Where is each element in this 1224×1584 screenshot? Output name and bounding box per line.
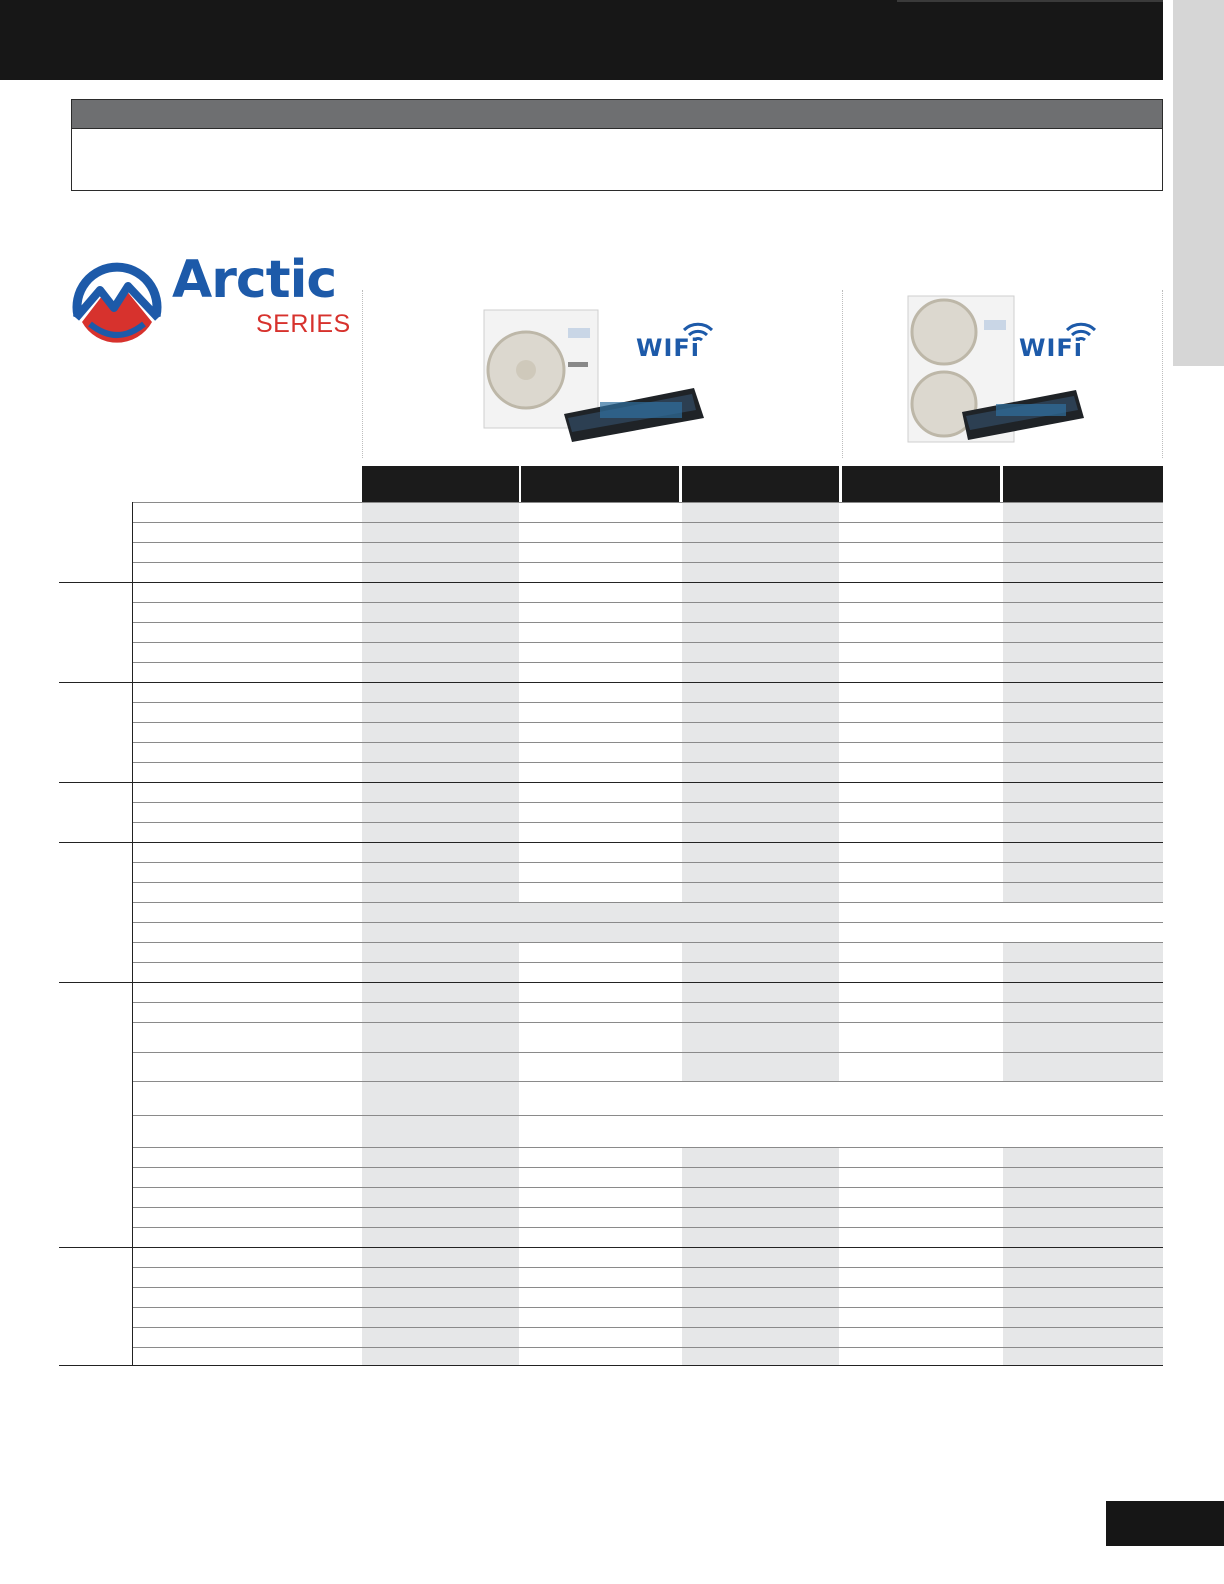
table-group-divider [59, 782, 1163, 783]
table-row-divider [133, 502, 1163, 503]
table-cell-shade [362, 702, 519, 722]
table-cell-shade [682, 722, 839, 742]
table-row-divider [133, 642, 1163, 643]
table-row-divider [133, 802, 1163, 803]
table-cell-shade [362, 582, 519, 602]
table-cell-shade [1003, 982, 1163, 1002]
table-cell-shade [682, 1247, 839, 1267]
table-row-divider [133, 942, 1163, 943]
table-cell-shade [682, 1207, 839, 1227]
table-cell-shade [362, 922, 839, 942]
table-cell-shade [682, 742, 839, 762]
table-cell-shade [1003, 1022, 1163, 1052]
table-cell-shade [362, 1052, 519, 1081]
table-cell-shade [362, 942, 519, 962]
table-row-divider [133, 542, 1163, 543]
table-cell-shade [1003, 522, 1163, 542]
table-cell-shade [682, 842, 839, 862]
table-row-divider [133, 1002, 1163, 1003]
product-image-dual-fan [904, 294, 1094, 446]
table-group-divider [59, 1247, 1163, 1248]
table-cell-shade [362, 1307, 519, 1327]
table-cell-shade [1003, 802, 1163, 822]
column-divider [842, 290, 843, 458]
table-cell-shade [682, 1307, 839, 1327]
table-cell-shade [682, 582, 839, 602]
table-cell-shade [682, 762, 839, 782]
table-cell-shade [1003, 1247, 1163, 1267]
table-cell-shade [1003, 1187, 1163, 1207]
table-cell-shade [682, 682, 839, 702]
table-cell-shade [1003, 1327, 1163, 1347]
column-divider [362, 290, 363, 458]
table-cell-shade [362, 622, 519, 642]
table-cell-shade [682, 662, 839, 682]
table-cell-shade [362, 1147, 519, 1167]
table-cell-shade [362, 1227, 519, 1247]
table-cell-shade [682, 502, 839, 522]
mountain-logo-icon [72, 256, 162, 346]
table-row-divider [133, 722, 1163, 723]
logo-wordmark: Arctic [172, 250, 337, 310]
table-row-divider [133, 1022, 1163, 1023]
table-cell-shade [362, 522, 519, 542]
wifi-badge [636, 320, 716, 360]
table-cell-shade [682, 702, 839, 722]
info-box-header [72, 100, 1162, 129]
table-cell-shade [362, 862, 519, 882]
page-number-tab [1106, 1501, 1224, 1546]
table-cell-shade [362, 1187, 519, 1207]
table-cell-shade [1003, 822, 1163, 842]
header-accent-line [897, 0, 1163, 2]
table-row-divider [133, 562, 1163, 563]
table-row-divider [133, 862, 1163, 863]
table-cell-shade [1003, 1207, 1163, 1227]
table-row-divider [133, 522, 1163, 523]
table-cell-shade [1003, 562, 1163, 582]
table-cell-shade [362, 762, 519, 782]
table-row-divider [133, 1052, 1163, 1053]
table-cell-shade [362, 1347, 519, 1365]
side-section-tab [1173, 0, 1224, 366]
table-cell-shade [362, 882, 519, 902]
table-cell-shade [362, 642, 519, 662]
table-cell-shade [1003, 962, 1163, 982]
table-row-divider [133, 1267, 1163, 1268]
table-cell-shade [682, 1147, 839, 1167]
table-cell-shade [362, 822, 519, 842]
table-cell-shade [1003, 782, 1163, 802]
table-cell-shade [1003, 1167, 1163, 1187]
table-cell-shade [362, 1287, 519, 1307]
table-cell-shade [1003, 842, 1163, 862]
table-row-divider [133, 1115, 1163, 1116]
table-group-divider [59, 842, 1163, 843]
table-cell-shade [682, 982, 839, 1002]
table-cell-shade [682, 1022, 839, 1052]
table-cell-shade [1003, 1287, 1163, 1307]
table-header-cell [842, 466, 1000, 502]
table-cell-shade [1003, 602, 1163, 622]
table-cell-shade [682, 1187, 839, 1207]
table-cell-shade [1003, 742, 1163, 762]
table-cell-shade [1003, 502, 1163, 522]
table-cell-shade [362, 1081, 519, 1115]
table-cell-shade [362, 962, 519, 982]
table-cell-shade [362, 502, 519, 522]
table-header-cell [1003, 466, 1163, 502]
wifi-label: WIFi [1019, 334, 1084, 362]
table-cell-shade [1003, 1347, 1163, 1365]
table-cell-shade [1003, 1052, 1163, 1081]
table-cell-shade [362, 742, 519, 762]
table-cell-shade [362, 542, 519, 562]
table-cell-shade [682, 882, 839, 902]
table-cell-shade [362, 722, 519, 742]
table-cell-shade [682, 1052, 839, 1081]
table-cell-shade [1003, 762, 1163, 782]
wifi-badge [1019, 320, 1099, 360]
table-cell-shade [362, 1207, 519, 1227]
table-row-divider [133, 622, 1163, 623]
table-group-divider [59, 1365, 1163, 1366]
table-header-cell [521, 466, 679, 502]
table-row-divider [133, 902, 1163, 903]
table-cell-shade [682, 802, 839, 822]
table-cell-shade [362, 802, 519, 822]
table-group-divider [59, 982, 1163, 983]
table-row-divider [133, 822, 1163, 823]
table-row-divider [133, 882, 1163, 883]
table-row-divider [133, 1327, 1163, 1328]
table-cell-shade [1003, 1307, 1163, 1327]
table-cell-shade [1003, 542, 1163, 562]
info-box [71, 99, 1163, 191]
wifi-label: WIFi [636, 334, 701, 362]
table-row-divider [133, 1227, 1163, 1228]
table-cell-shade [682, 862, 839, 882]
table-cell-shade [1003, 862, 1163, 882]
table-cell-shade [682, 1227, 839, 1247]
table-cell-shade [682, 1267, 839, 1287]
table-cell-shade [362, 1267, 519, 1287]
table-cell-shade [362, 1022, 519, 1052]
table-cell-shade [362, 1247, 519, 1267]
table-cell-shade [362, 1167, 519, 1187]
table-row-divider [133, 962, 1163, 963]
table-row-divider [133, 1167, 1163, 1168]
wifi-icon [1065, 320, 1097, 344]
table-cell-shade [1003, 1147, 1163, 1167]
table-row-divider [133, 922, 1163, 923]
table-row-divider [133, 762, 1163, 763]
table-cell-shade [1003, 882, 1163, 902]
table-cell-shade [362, 782, 519, 802]
arctic-series-logo [72, 250, 351, 344]
table-row-divider [133, 702, 1163, 703]
table-header-cell [362, 466, 519, 502]
table-cell-shade [682, 602, 839, 622]
table-row-divider [133, 1207, 1163, 1208]
table-row-divider [133, 742, 1163, 743]
table-cell-shade [682, 1287, 839, 1307]
table-row-divider [133, 1081, 1163, 1082]
table-cell-shade [362, 902, 839, 922]
table-cell-shade [1003, 1267, 1163, 1287]
table-cell-shade [682, 542, 839, 562]
table-cell-shade [682, 962, 839, 982]
table-cell-shade [682, 642, 839, 662]
table-cell-shade [362, 842, 519, 862]
column-divider [1162, 290, 1163, 458]
page-header-bar [0, 0, 1163, 80]
table-cell-shade [1003, 582, 1163, 602]
table-row-divider [133, 602, 1163, 603]
table-group-divider [59, 582, 1163, 583]
table-header-cell [682, 466, 839, 502]
table-cell-shade [1003, 702, 1163, 722]
table-cell-shade [1003, 1002, 1163, 1022]
table-cell-shade [1003, 662, 1163, 682]
table-row-divider [133, 1187, 1163, 1188]
table-cell-shade [682, 1002, 839, 1022]
table-row-divider [133, 1287, 1163, 1288]
table-row-divider [133, 1307, 1163, 1308]
table-row-divider [133, 1147, 1163, 1148]
table-cell-shade [1003, 722, 1163, 742]
table-cell-shade [1003, 622, 1163, 642]
table-row-divider [133, 1347, 1163, 1348]
table-cell-shade [682, 622, 839, 642]
table-cell-shade [682, 1347, 839, 1365]
table-cell-shade [682, 782, 839, 802]
table-cell-shade [682, 522, 839, 542]
wifi-icon [682, 320, 714, 344]
table-cell-shade [682, 1167, 839, 1187]
table-cell-shade [682, 942, 839, 962]
table-cell-shade [682, 1327, 839, 1347]
table-cell-shade [362, 1327, 519, 1347]
table-cell-shade [362, 1002, 519, 1022]
table-cell-shade [362, 1115, 519, 1147]
table-cell-shade [1003, 682, 1163, 702]
table-cell-shade [362, 682, 519, 702]
table-cell-shade [1003, 942, 1163, 962]
table-cell-shade [362, 662, 519, 682]
table-cell-shade [682, 822, 839, 842]
table-cell-shade [362, 602, 519, 622]
table-group-divider [59, 682, 1163, 683]
table-cell-shade [682, 562, 839, 582]
table-row-divider [133, 662, 1163, 663]
logo-series-text: SERIES [256, 310, 351, 338]
table-label-column-rule [132, 502, 133, 1365]
table-cell-shade [362, 562, 519, 582]
table-cell-shade [1003, 642, 1163, 662]
table-cell-shade [362, 982, 519, 1002]
table-cell-shade [1003, 1227, 1163, 1247]
